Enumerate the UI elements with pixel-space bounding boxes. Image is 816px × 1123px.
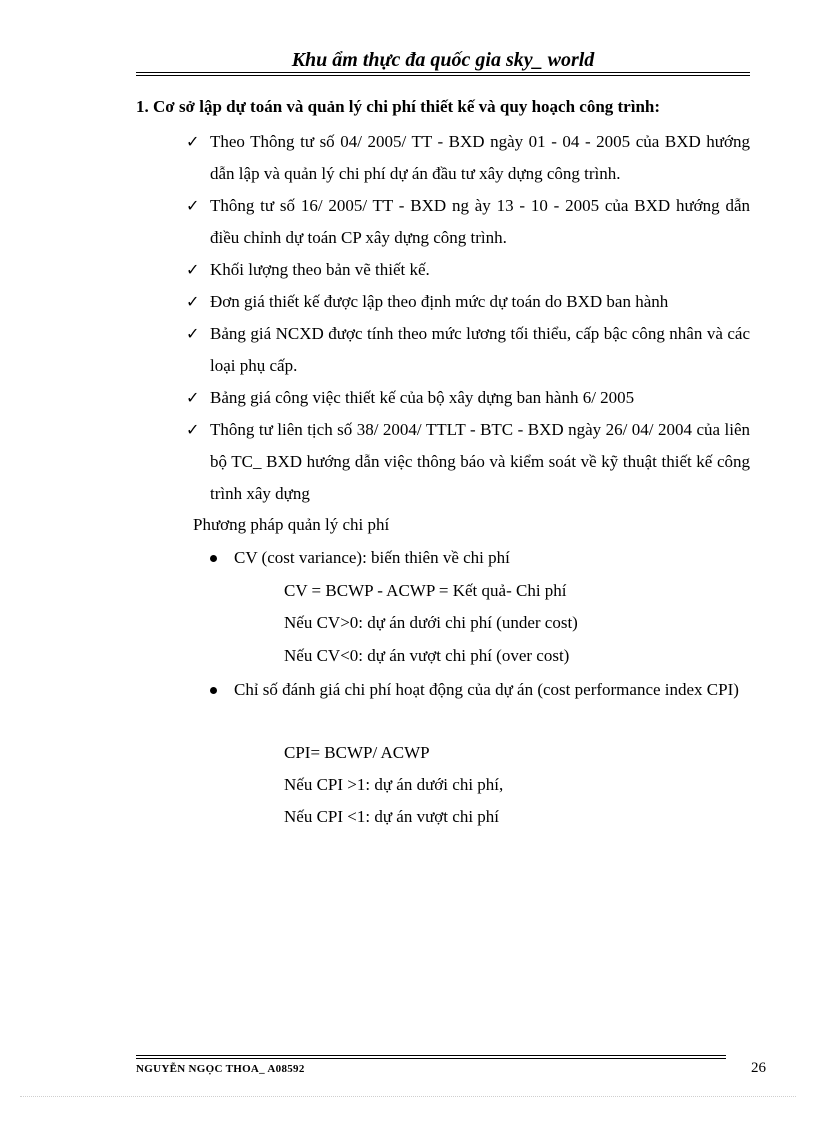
- check-item-text: Bảng giá công việc thiết kế của bộ xây dựng ban hành 6/ 2005: [210, 388, 635, 407]
- check-mark-icon: ✓: [186, 196, 200, 215]
- basis-check-list: [186, 126, 750, 510]
- section-heading: 1. Cơ sở lập dự toán và quản lý chi phí thiết kế và quy hoạch công trình:: [136, 97, 661, 116]
- cv-label: CV (cost variance): biến thiên về chi phí: [234, 548, 510, 567]
- check-item-text: Thông tư liên tịch số 38/ 2004/ TTLT - BTC - BXD ngày 26/ 04/ 2004 của liên bộ TC_ BXD hướng dẫn việc thông báo và kiểm soát về kỹ thuật thiết kế công trình xây dựng: [210, 420, 750, 503]
- check-mark-icon: ✓: [186, 260, 200, 279]
- check-item-text: Khối lượng theo bản vẽ thiết kế.: [210, 260, 430, 279]
- header-rule-bottom: [136, 75, 750, 76]
- check-mark-icon: ✓: [186, 324, 200, 343]
- check-item: [186, 126, 750, 190]
- cv-positive-rule: Nếu CV>0: dự án dưới chi phí (under cost): [284, 613, 578, 632]
- cpi-above-rule: Nếu CPI >1: dự án dưới chi phí,: [284, 775, 504, 794]
- footer-rule-top: [136, 1055, 726, 1056]
- cpi-below-rule: Nếu CPI <1: dự án vượt chi phí: [284, 807, 500, 826]
- footer-author: NGUYỄN NGỌC THOA_ A08592: [136, 1063, 305, 1075]
- check-item-text: Đơn giá thiết kế được lập theo định mức dự toán do BXD ban hành: [210, 292, 669, 311]
- check-mark-icon: ✓: [186, 388, 200, 407]
- check-item-text: Theo Thông tư số 04/ 2005/ TT - BXD ngày 01 - 04 - 2005 của BXD hướng dẫn lập và quản lý chi phí dự án đầu tư xây dựng công trình.: [210, 132, 750, 183]
- cpi-formula: CPI= BCWP/ ACWP: [284, 743, 430, 762]
- check-item-text: Bảng giá NCXD được tính theo mức lương tối thiểu, cấp bậc công nhân và các loại phụ cấp.: [210, 324, 750, 375]
- page-number: 26: [751, 1060, 766, 1076]
- page-edge-divider: [20, 1096, 796, 1097]
- check-item: [186, 190, 750, 254]
- check-item: [186, 254, 750, 286]
- bullet-dot-icon: [210, 555, 217, 562]
- cpi-bullet: [210, 674, 750, 706]
- cv-negative-rule: Nếu CV<0: dự án vượt chi phí (over cost): [284, 646, 570, 665]
- cv-formula: CV = BCWP - ACWP = Kết quả- Chi phí: [284, 581, 567, 600]
- cv-bullet: [210, 542, 750, 574]
- check-mark-icon: ✓: [186, 420, 200, 439]
- cv-bullet-line: [210, 542, 750, 574]
- header-rule-top: [136, 72, 750, 73]
- check-mark-icon: ✓: [186, 132, 200, 151]
- method-title: Phương pháp quản lý chi phí: [193, 515, 390, 534]
- bullet-dot-icon: [210, 687, 217, 694]
- check-item: [186, 318, 750, 382]
- check-item-text: Thông tư số 16/ 2005/ TT - BXD ng ày 13 - 10 - 2005 của BXD hướng dẫn điều chỉnh dự toán CP xây dựng công trình.: [210, 196, 750, 247]
- check-item: [186, 286, 750, 318]
- cpi-label: Chỉ số đánh giá chi phí hoạt động của dự án (cost performance index CPI): [234, 680, 739, 699]
- cpi-bullet-line: [210, 674, 750, 706]
- check-item: [186, 382, 750, 414]
- header-title: Khu ẩm thực đa quốc gia sky_ world: [291, 49, 595, 71]
- check-mark-icon: ✓: [186, 292, 200, 311]
- check-item: [186, 414, 750, 510]
- footer-rule-bottom: [136, 1058, 726, 1059]
